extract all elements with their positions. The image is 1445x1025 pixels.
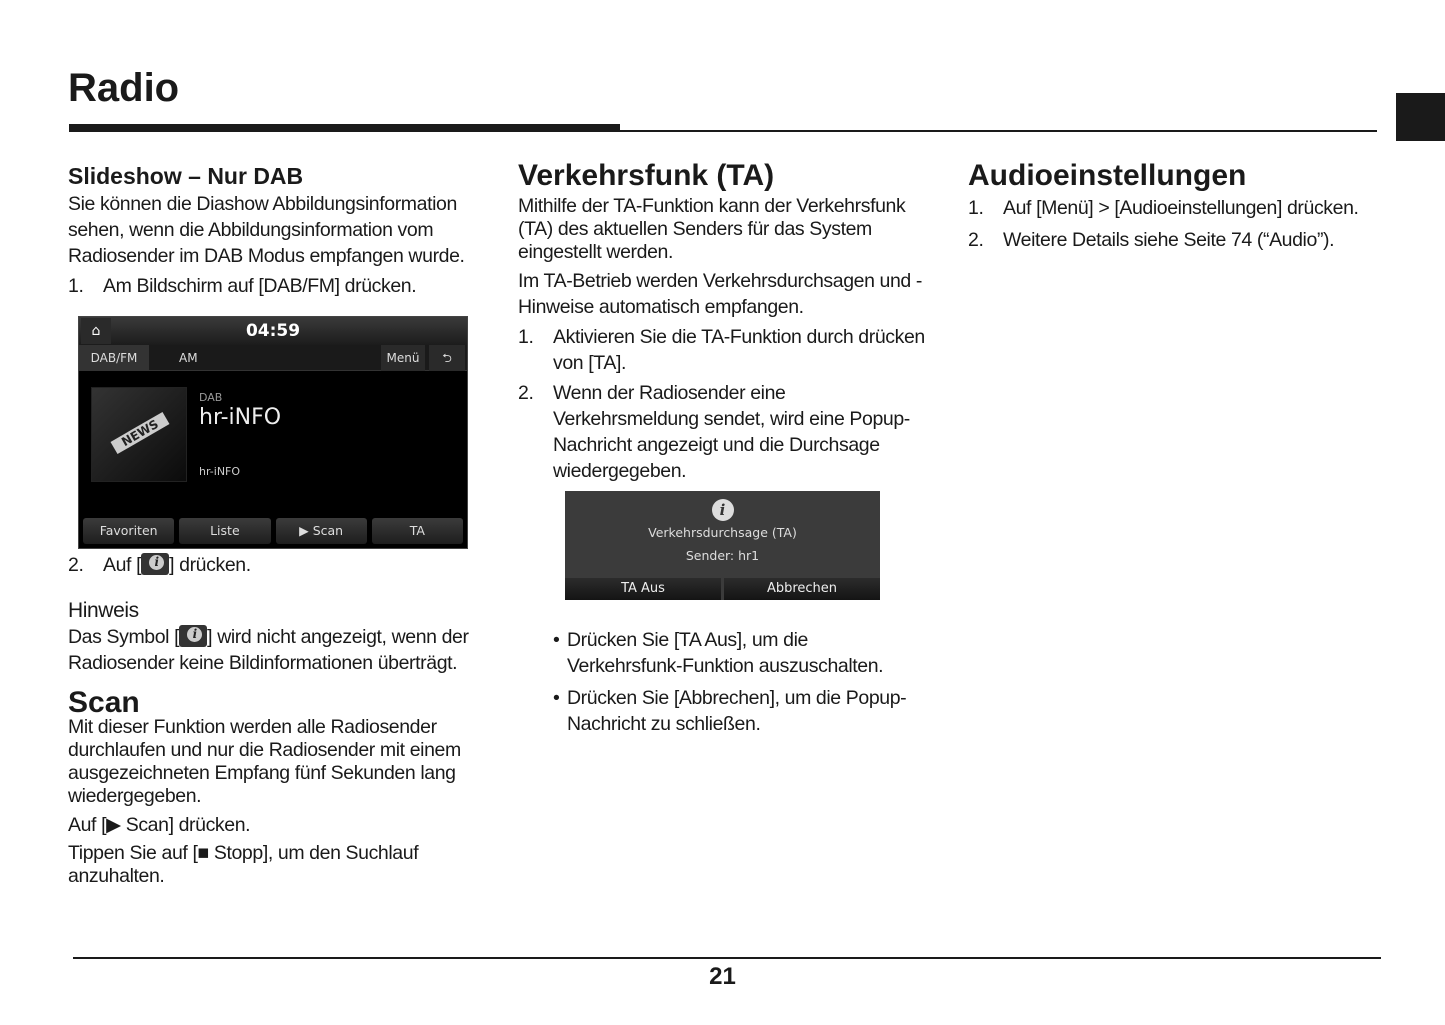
step-text: ] drücken. [169,554,251,576]
middle-column [518,159,933,488]
favorites-button[interactable]: Favoriten [83,518,174,544]
note-text: ] wird nicht angezeigt, wenn der Radiosender keine Bildinformationen überträgt. [68,626,469,674]
tab-am[interactable]: AM [179,351,198,365]
page-title: Radio [68,66,180,110]
info-icon: i [712,499,734,521]
bullet-text: Drücken Sie [Abbrechen], um die Popup-Nachricht zu schließen. [567,687,907,735]
list-button[interactable]: Liste [179,518,270,544]
ta-heading: Verkehrsfunk (TA) [518,159,775,192]
news-image [91,387,187,482]
step-text: Am Bildschirm auf [DAB/FM] drücken. [103,275,417,297]
slideshow-heading: Slideshow – Nur DAB [68,163,304,189]
audio-heading: Audioeinstellungen [968,159,1247,192]
info-icon [141,553,169,575]
station-name: hr-iNFO [199,405,282,430]
note-text: Das Symbol [ [68,626,180,648]
footer-rule [73,957,1381,959]
step-number: 1. [518,326,534,348]
step-text: Aktivieren Sie die TA-Funktion durch drücken von [TA]. [553,326,925,374]
ta-text-2: Im TA-Betrieb werden Verkehrsdurchsagen und -Hinweise automatisch empfangen. [518,270,922,318]
cancel-button[interactable]: Abbrechen [724,578,880,600]
note-heading: Hinweis [68,599,139,622]
step-number: 2. [518,382,534,404]
chapter-tab [1396,93,1445,141]
title-rule [69,124,620,132]
popup-title: Verkehrsdurchsage (TA) [648,525,797,540]
menu-button[interactable]: Menü [381,345,425,371]
clock: 04:59 [245,321,301,341]
scan-stop: Tippen Sie auf [■ Stopp], um den Suchlauf anzuhalten. [68,842,419,887]
title-rule-thin [620,130,1377,132]
step-number: 2. [968,229,984,251]
band-label: DAB [199,391,223,404]
station-subtext: hr-iNFO [199,465,241,478]
radio-screen [78,316,468,549]
step-text: Auf [ [103,554,142,576]
ta-off-button[interactable]: TA Aus [565,578,721,600]
step-text: Auf [Menü] > [Audioeinstellungen] drücken. [1003,197,1359,219]
info-icon [179,625,207,647]
ta-popup [565,491,880,600]
step-number: 1. [968,197,984,219]
left-column-lower [68,552,488,892]
scan-step: Auf [▶ Scan] drücken. [68,814,251,836]
ta-button[interactable]: TA [372,518,463,544]
ta-text: Mithilfe der TA-Funktion kann der Verkehrsfunk (TA) des aktuellen Senders für das System eingestellt werden. [518,195,906,263]
right-column [968,159,1388,257]
scan-button[interactable]: ▶ Scan [276,518,367,544]
scan-text: Mit dieser Funktion werden alle Radiosender durchlaufen und nur die Radiosender mit einem ausgezeichneten Empfang fünf Sekunden lang wiedergegeben. [68,716,461,807]
page-number: 21 [709,963,736,990]
step-text: Weitere Details siehe Seite 74 (“Audio”). [1003,229,1335,251]
news-icon: NEWS [111,412,170,454]
popup-sender: Sender: hr1 [685,548,760,563]
bullet-text: Drücken Sie [TA Aus], um die Verkehrsfunk-Funktion auszuschalten. [567,629,884,677]
step-text: Wenn der Radiosender eine Verkehrsmeldung sendet, wird eine Popup-Nachricht angezeigt und die Durchsage wiedergegeben. [553,382,910,482]
step-number: 1. [68,275,84,297]
middle-bullets: • Drücken Sie [TA Aus], um die Verkehrsfunk-Funktion auszuschalten. • Drücken Sie [Abbrechen], um die Popup-Nachricht zu schließen. [553,627,913,743]
step-number: 2. [68,554,84,576]
slideshow-text: Sie können die Diashow Abbildungsinformation sehen, wenn die Abbildungsinformation vom Radiosender im DAB Modus empfangen wurde. [68,193,465,267]
back-icon[interactable]: ⮌ [429,345,465,371]
scan-heading: Scan [68,686,140,719]
tab-dab-fm[interactable]: DAB/FM [79,345,149,371]
home-icon[interactable]: ⌂ [81,318,111,344]
left-column [68,163,488,303]
